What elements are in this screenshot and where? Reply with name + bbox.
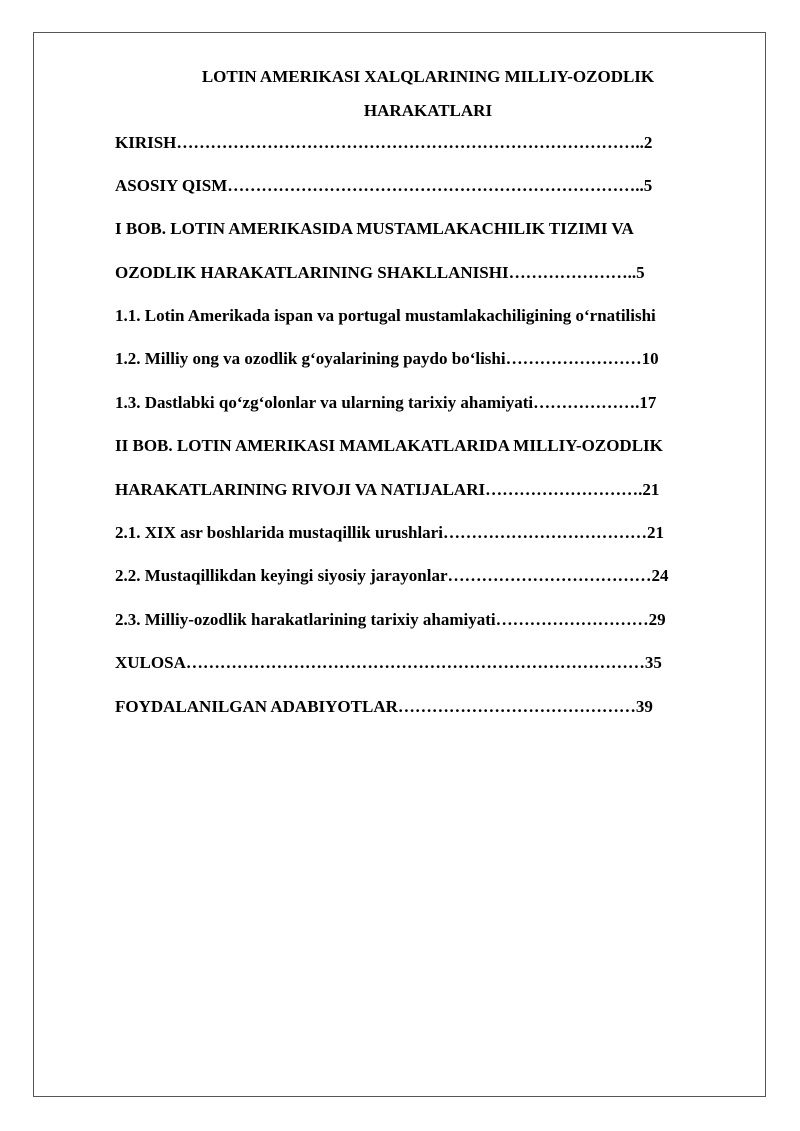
toc-entry-2-3: 2.3. Milliy-ozodlik harakatlarining tarixiy ahamiyati………………………29 — [115, 610, 666, 629]
toc-entry-chapter-2-line-1: II BOB. LOTIN AMERIKASI MAMLAKATLARIDA MILLIY-OZODLIK — [115, 436, 663, 455]
toc-entry-1-1: 1.1. Lotin Amerikada ispan va portugal mustamlakachiligining o‘rnatilishi — [115, 306, 656, 325]
toc-entry-kirish: KIRISH………………………………………………………………………..2 — [115, 133, 653, 152]
document-title-line-2: HARAKATLARI — [363, 101, 493, 120]
toc-entry-chapter-2-line-2: HARAKATLARINING RIVOJI VA NATIJALARI……………………….21 — [115, 480, 660, 499]
document-title-line-1: LOTIN AMERIKASI XALQLARINING MILLIY-OZODLIK — [201, 67, 655, 86]
toc-entry-1-2: 1.2. Milliy ong va ozodlik g‘oyalarining paydo bo‘lishi……………………10 — [115, 349, 659, 368]
toc-entry-chapter-1-line-1: I BOB. LOTIN AMERIKASIDA MUSTAMLAKACHILIK TIZIMI VA — [115, 219, 634, 238]
toc-entry-chapter-1-line-2: OZODLIK HARAKATLARINING SHAKLLANISHI…………………..5 — [115, 263, 645, 282]
toc-entry-2-1: 2.1. XIX asr boshlarida mustaqillik urushlari………………………………21 — [115, 523, 664, 542]
toc-entry-adabiyotlar: FOYDALANILGAN ADABIYOTLAR……………………………………39 — [115, 697, 653, 716]
toc-entry-xulosa: XULOSA………………………………………………………………………35 — [115, 653, 662, 672]
toc-entry-2-2: 2.2. Mustaqillikdan keyingi siyosiy jarayonlar………………………………24 — [115, 566, 669, 585]
toc-entry-1-3: 1.3. Dastlabki qo‘zg‘olonlar va ularning tarixiy ahamiyati……………….17 — [115, 393, 657, 412]
toc-entry-asosiy-qism: ASOSIY QISM………………………………………………………………..5 — [115, 176, 653, 195]
